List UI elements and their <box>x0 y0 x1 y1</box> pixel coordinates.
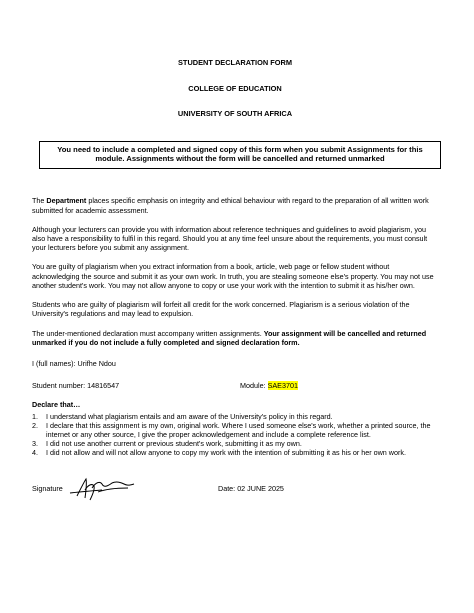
paragraph-department <box>32 196 438 214</box>
list-item-number: 4. <box>32 448 38 458</box>
paragraph-declaration-requirement <box>32 329 438 347</box>
student-number-value[interactable]: 14816547 <box>87 381 120 391</box>
list-item-text: I did not use another current or previous student's work, submitting it as my own. <box>46 439 302 449</box>
handwritten-signature[interactable] <box>68 476 138 502</box>
student-number-label: Student number: <box>32 381 86 391</box>
declaration-heading: Declare that… <box>32 400 81 410</box>
date-value[interactable]: 02 JUNE 2025 <box>237 483 284 493</box>
list-item-text: I did not allow and will not allow anyone to copy my work with the intention of submitting it as his or her own work. <box>46 448 406 458</box>
signature-label: Signature <box>32 484 63 494</box>
p1-prefix: The <box>32 196 47 206</box>
list-item <box>32 439 438 448</box>
college-name: COLLEGE OF EDUCATION <box>188 84 282 94</box>
student-number-field <box>32 381 240 390</box>
full-name-value[interactable]: Urifhe Ndou <box>77 358 116 368</box>
p5-bold: Your assignment will be cancelled and returned unmarked if you do not include a fully completed and signed declaration form. <box>32 328 427 347</box>
list-item <box>32 448 438 457</box>
p1-rest: places specific emphasis on integrity and ethical behaviour with regard to the preparation of all written work submitted for academic assessment. <box>32 196 429 215</box>
date-label: Date: <box>218 483 236 493</box>
submission-notice-box <box>39 141 441 169</box>
list-item <box>32 412 438 421</box>
list-item-number: 2. <box>32 420 38 430</box>
p5-plain: The under-mentioned declaration must accompany written assignments. <box>32 328 264 338</box>
student-info-row <box>32 381 438 390</box>
signature-row <box>32 476 438 502</box>
list-item-number: 3. <box>32 439 38 449</box>
paragraph-lecturers: Although your lecturers can provide you with information about reference techniques and guidelines to avoid plagiarism, you also have a responsibility to fulfil in this regard. Should you at any time feel unsure about the requirements, you must consult your lecturers before you submit any assignment. <box>32 224 428 253</box>
list-item-text: I understand what plagiarism entails and am aware of the University's policy in this regard. <box>46 411 333 421</box>
list-item-number: 1. <box>32 411 38 421</box>
p1-bold: Department <box>46 196 87 206</box>
list-item <box>32 421 438 439</box>
paragraph-plagiarism-definition: You are guilty of plagiarism when you extract information from a book, article, web page or fellow student without acknowledging the source and submit it as your own work. In truth, you are stealing someone else's property. You may not use another student's work. You may not allow anyone to copy or use your work with the intention to submit it as his/her own. <box>32 262 434 290</box>
module-field <box>240 381 298 390</box>
full-name-label: I (full names): <box>32 358 76 368</box>
form-title: STUDENT DECLARATION FORM <box>178 58 292 67</box>
declaration-list <box>32 412 438 458</box>
submission-notice-text: You need to include a completed and signed copy of this form when you submit Assignments for this module. Assignments without the form will be cancelled and returned unmarked <box>57 145 423 164</box>
full-name-row <box>32 359 438 368</box>
university-name: UNIVERSITY OF SOUTH AFRICA <box>177 108 293 118</box>
module-label: Module: <box>240 381 266 391</box>
paragraph-plagiarism-consequences: Students who are guilty of plagiarism will forfeit all credit for the work concerned. Plagiarism is a serious violation of the University's regulations and may lead to expulsion. <box>32 300 410 319</box>
module-value[interactable]: SAE3701 <box>267 381 298 391</box>
list-item-text: I declare that this assignment is my own, original work. Where I used someone else's work, whether a printed source, the internet or any other source, I give the proper acknowledgement and include a complete reference list. <box>46 420 431 440</box>
date-field <box>218 484 284 493</box>
